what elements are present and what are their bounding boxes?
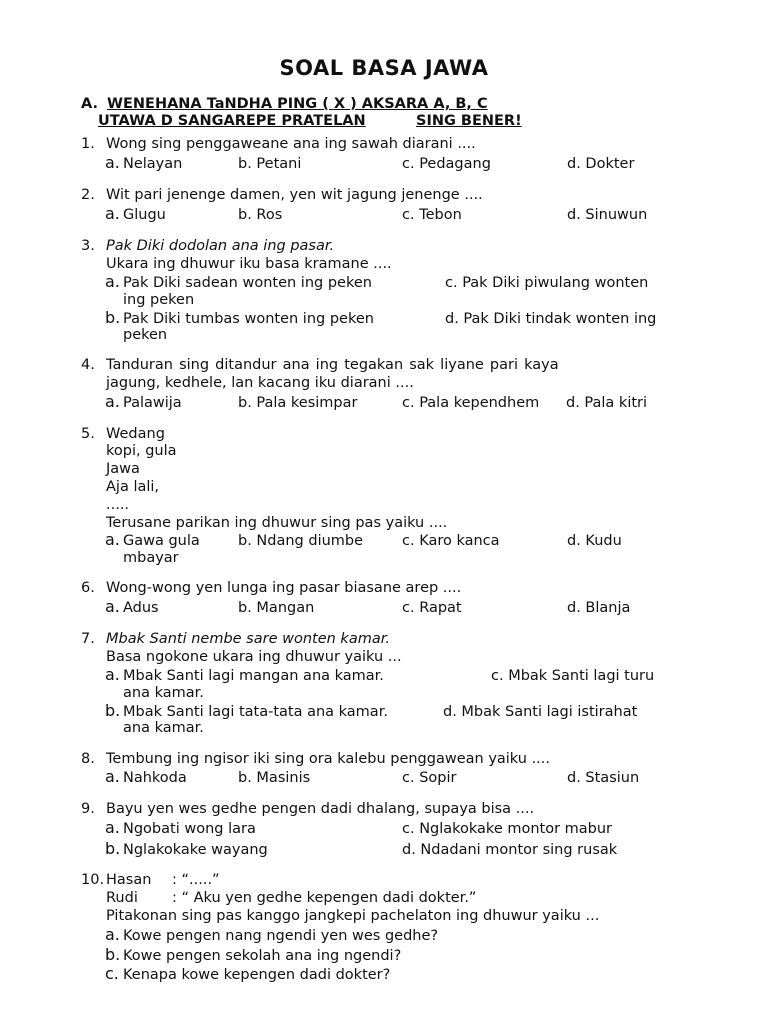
option-d: d. Sinuwun (567, 207, 648, 223)
option-d-cont: peken (123, 327, 168, 343)
option-a: Gawa gula (123, 533, 200, 549)
option-d: d. Blanja (567, 600, 631, 616)
option-b: b. Ros (238, 207, 283, 223)
dialog-speaker: Hasan (106, 872, 152, 888)
option-d: d. Pala kitri (566, 395, 648, 411)
option-b: Mbak Santi lagi tata-tata ana kamar. (123, 704, 388, 720)
instruction-line-2a: UTAWA D SANGAREPE PRATELAN (98, 113, 366, 129)
option-c: c. Pala kependhem (402, 395, 540, 411)
option-c: c. Nglakokake montor mabur (402, 821, 613, 837)
option-b: b. Mangan (238, 600, 315, 616)
option-c-cont: ing peken (123, 292, 195, 308)
question-text: Tanduran sing ditandur ana ing tegakan sak liyane pari kaya (106, 357, 559, 373)
option-a: Ngobati wong lara (123, 821, 256, 837)
option-a: Nahkoda (123, 770, 187, 786)
question-number: 3. (81, 238, 95, 254)
option-c: c. Mbak Santi lagi turu (491, 668, 655, 684)
option-a: Glugu (123, 207, 166, 223)
question-text: Tembung ing ngisor iki sing ora kalebu penggawean yaiku .... (106, 751, 550, 767)
option-d: d. Ndadani montor sing rusak (402, 842, 618, 858)
question-number: 8. (81, 751, 95, 767)
option-c: c. Pedagang (402, 156, 491, 172)
option-a: Adus (123, 600, 159, 616)
option-letter: b. (105, 945, 121, 964)
question-text: Ukara ing dhuwur iku basa kramane .... (106, 256, 392, 272)
option-a: Nelayan (123, 156, 183, 172)
option-a: Mbak Santi lagi mangan ana kamar. (123, 668, 384, 684)
option-b: b. Ndang diumbe (238, 533, 364, 549)
poem-line: kopi, gula (106, 443, 177, 459)
option-a: Palawija (123, 395, 182, 411)
option-b: b. Pala kesimpar (238, 395, 358, 411)
option-letter: a. (105, 204, 120, 223)
poem-line: Wedang (106, 426, 165, 442)
question-number: 5. (81, 426, 95, 442)
question-number: 2. (81, 187, 95, 203)
option-b-cont: ana kamar. (123, 720, 204, 736)
option-letter: b. (105, 839, 121, 858)
option-a: Kowe pengen nang ngendi yen wes gedhe? (123, 928, 439, 944)
question-text: Wong-wong yen lunga ing pasar biasane arep .... (106, 580, 462, 596)
option-b: Nglakokake wayang (123, 842, 268, 858)
question-text: Pitakonan sing pas kanggo jangkepi pachelaton ing dhuwur yaiku ... (106, 908, 600, 924)
option-b: Kowe pengen sekolah ana ing ngendi? (123, 948, 402, 964)
poem-line: ..... (106, 497, 130, 513)
section-label: A. (81, 96, 98, 112)
question-text: Wit pari jenenge damen, yen wit jagung jenenge .... (106, 187, 483, 203)
option-a: Pak Diki sadean wonten ing peken (123, 275, 372, 291)
dialog-line: : “.....” (172, 872, 220, 888)
instruction-line-2b: SING BENER! (416, 113, 522, 129)
poem-line: Aja lali, (106, 479, 160, 495)
option-a-cont: mbayar (123, 550, 179, 566)
option-letter: a. (105, 925, 120, 944)
option-c: c. Pak Diki piwulang wonten (445, 275, 649, 291)
option-b: b. Masinis (238, 770, 311, 786)
option-d: d. Kudu (567, 533, 622, 549)
question-number: 10. (81, 872, 105, 888)
option-c: c. Tebon (402, 207, 462, 223)
option-letter: a. (105, 665, 120, 684)
poem-line: Jawa (106, 461, 140, 477)
option-letter: a. (105, 392, 120, 411)
option-letter: a. (105, 272, 120, 291)
option-letter: a. (105, 818, 120, 837)
question-number: 1. (81, 136, 95, 152)
option-d: d. Mbak Santi lagi istirahat (443, 704, 638, 720)
option-c: c. Sopir (402, 770, 457, 786)
question-text: Wong sing penggaweane ana ing sawah diarani .... (106, 136, 476, 152)
option-b: b. Petani (238, 156, 302, 172)
question-text-italic: Pak Diki dodolan ana ing pasar. (106, 238, 335, 254)
option-c: c. Rapat (402, 600, 462, 616)
option-letter: a. (105, 767, 120, 786)
question-number: 9. (81, 801, 95, 817)
dialog-speaker: Rudi (106, 890, 138, 906)
option-letter: b. (105, 701, 121, 720)
page-title: SOAL BASA JAWA (279, 56, 489, 80)
question-text-italic: Mbak Santi nembe sare wonten kamar. (106, 631, 390, 647)
option-d: d. Pak Diki tindak wonten ing (445, 311, 657, 327)
option-letter: b. (105, 308, 121, 327)
option-a-cont: ana kamar. (123, 685, 204, 701)
question-number: 7. (81, 631, 95, 647)
option-d: d. Stasiun (567, 770, 640, 786)
question-text: jagung, kedhele, lan kacang iku diarani .... (106, 375, 414, 391)
question-number: 4. (81, 357, 95, 373)
option-letter: a. (105, 530, 120, 549)
option-letter: a. (105, 153, 120, 172)
option-c: Kenapa kowe kepengen dadi dokter? (123, 967, 391, 983)
option-d: d. Dokter (567, 156, 635, 172)
dialog-line: : “ Aku yen gedhe kepengen dadi dokter.” (172, 890, 477, 906)
option-c: c. Karo kanca (402, 533, 500, 549)
option-letter: c. (105, 964, 119, 983)
question-text: Basa ngokone ukara ing dhuwur yaiku ... (106, 649, 402, 665)
instruction-line-1: WENEHANA TaNDHA PING ( X ) AKSARA A, B, C (107, 96, 488, 112)
question-number: 6. (81, 580, 95, 596)
question-text: Terusane parikan ing dhuwur sing pas yaiku .... (106, 515, 448, 531)
question-text: Bayu yen wes gedhe pengen dadi dhalang, supaya bisa .... (106, 801, 535, 817)
option-b: Pak Diki tumbas wonten ing peken (123, 311, 374, 327)
option-letter: a. (105, 597, 120, 616)
